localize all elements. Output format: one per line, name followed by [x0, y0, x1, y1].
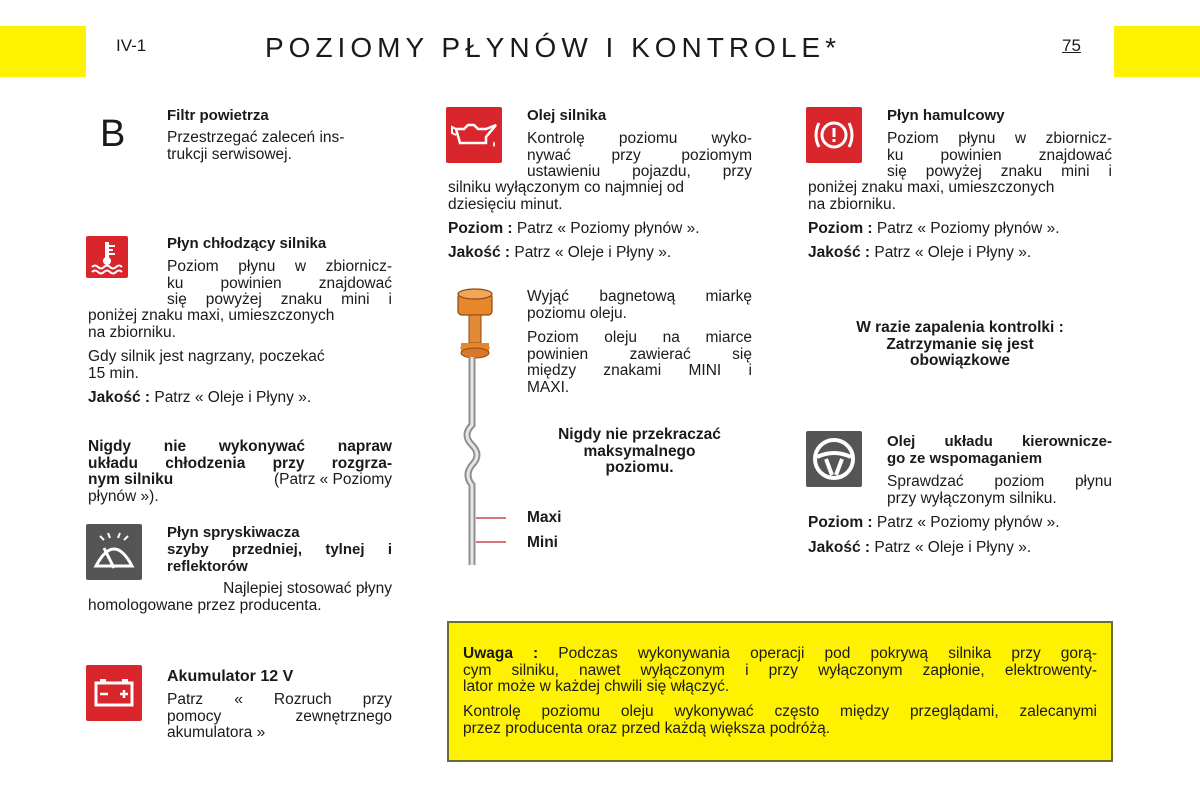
air-filter-title: Filtr powietrza	[167, 107, 269, 124]
coolant-title: Płyn chłodzący silnika	[167, 235, 327, 252]
dipstick-text-a: Wyjąć bagnetową miarkę poziomu oleju.	[527, 288, 752, 322]
header-tab-left	[0, 26, 86, 77]
engine-oil-warning: Nigdy nie przekraczać maksymalnego poziomu.	[558, 426, 721, 476]
coolant-hot-text: Gdy silnik jest nagrzany, poczekać 15 min.	[88, 348, 325, 382]
steering-oil-text: Sprawdzać poziom płynu przy wyłączonym silniku.	[887, 473, 1112, 507]
battery-text: Patrz « Rozruch przy pomocy zewnętrznego akumulatora »	[167, 691, 392, 741]
coolant-warning: Nigdy nie wykonywać napraw układu chłodzenia przy rozgrza- nym silniku (Patrz « Poziomy płynów »).	[88, 438, 392, 505]
brake-fluid-level: Poziom : Patrz « Poziomy płynów ».	[808, 220, 1060, 237]
steering-oil-level: Poziom : Patrz « Poziomy płynów ».	[808, 514, 1060, 531]
washer-title: Płyn spryskiwacza szyby przedniej, tylnej i reflektorów	[167, 524, 392, 575]
warning-note-text-b: Kontrolę poziomu oleju wykonywać często między przeglądami, zalecanymi przez producenta oraz przed każdą większa podróżą.	[463, 703, 1097, 737]
page-title: POZIOMY PŁYNÓW I KONTROLE*	[265, 32, 842, 63]
battery-icon	[86, 665, 142, 721]
mini-label: Mini	[527, 534, 558, 551]
section-letter: B	[100, 113, 126, 155]
air-filter-text: Przestrzegać zaleceń ins- trukcji serwisowej.	[167, 129, 345, 163]
brake-fluid-title: Płyn hamulcowy	[887, 107, 1005, 124]
brake-fluid-text-b: poniżej znaku maxi, umieszczonych na zbiorniku.	[808, 179, 1055, 213]
maxi-label: Maxi	[527, 509, 562, 526]
oil-can-icon	[446, 107, 502, 163]
engine-oil-text-b: silniku wyłączonym co najmniej od dziesięciu minut.	[448, 179, 685, 213]
battery-title: Akumulator 12 V	[167, 668, 294, 685]
brake-warning-icon	[806, 107, 862, 163]
steering-wheel-icon	[806, 431, 862, 487]
coolant-quality: Jakość : Patrz « Oleje i Płyny ».	[88, 389, 312, 406]
header-tab-right	[1114, 26, 1200, 77]
steering-oil-quality: Jakość : Patrz « Oleje i Płyny ».	[808, 539, 1032, 556]
dipstick-text-b: Poziom oleju na miarce powinien zawierać się między znakami MINI i MAXI.	[527, 329, 752, 396]
coolant-temperature-icon	[86, 236, 128, 278]
brake-fluid-text-a: Poziom płynu w zbiornicz- ku powinien znajdować się powyżej znaku mini i	[887, 130, 1112, 180]
coolant-text-a: Poziom płynu w zbiornicz- ku powinien znajdować się powyżej znaku mini i	[167, 258, 392, 308]
steering-oil-title: Olej układu kierownicze- go ze wspomaganiem	[887, 433, 1112, 467]
page-number: 75	[1062, 36, 1081, 55]
dipstick-illustration	[448, 285, 508, 575]
brake-warning-text: W razie zapalenia kontrolki : Zatrzymanie się jest obowiązkowe	[856, 319, 1064, 369]
engine-oil-title: Olej silnika	[527, 107, 607, 124]
brake-fluid-quality: Jakość : Patrz « Oleje i Płyny ».	[808, 244, 1032, 261]
engine-oil-level: Poziom : Patrz « Poziomy płynów ».	[448, 220, 700, 237]
windscreen-washer-icon	[86, 524, 142, 580]
warning-note-text-a: Uwaga : Podczas wykonywania operacji pod pokrywą silnika przy gorą- cym silniku, nawet wyłączonym i przy wyłączonym zapłonie, elektrowenty- lator może w każdej chwili się włączyć.	[463, 645, 1097, 695]
coolant-text-b: poniżej znaku maxi, umieszczonych na zbiorniku.	[88, 307, 335, 341]
washer-text: Najlepiej stosować płyny homologowane przez producenta.	[88, 580, 392, 614]
section-number: IV-1	[116, 36, 147, 55]
engine-oil-text-a: Kontrolę poziomu wyko- nywać przy poziomym ustawieniu pojazdu, przy	[527, 130, 752, 180]
engine-oil-quality: Jakość : Patrz « Oleje i Płyny ».	[448, 244, 672, 261]
